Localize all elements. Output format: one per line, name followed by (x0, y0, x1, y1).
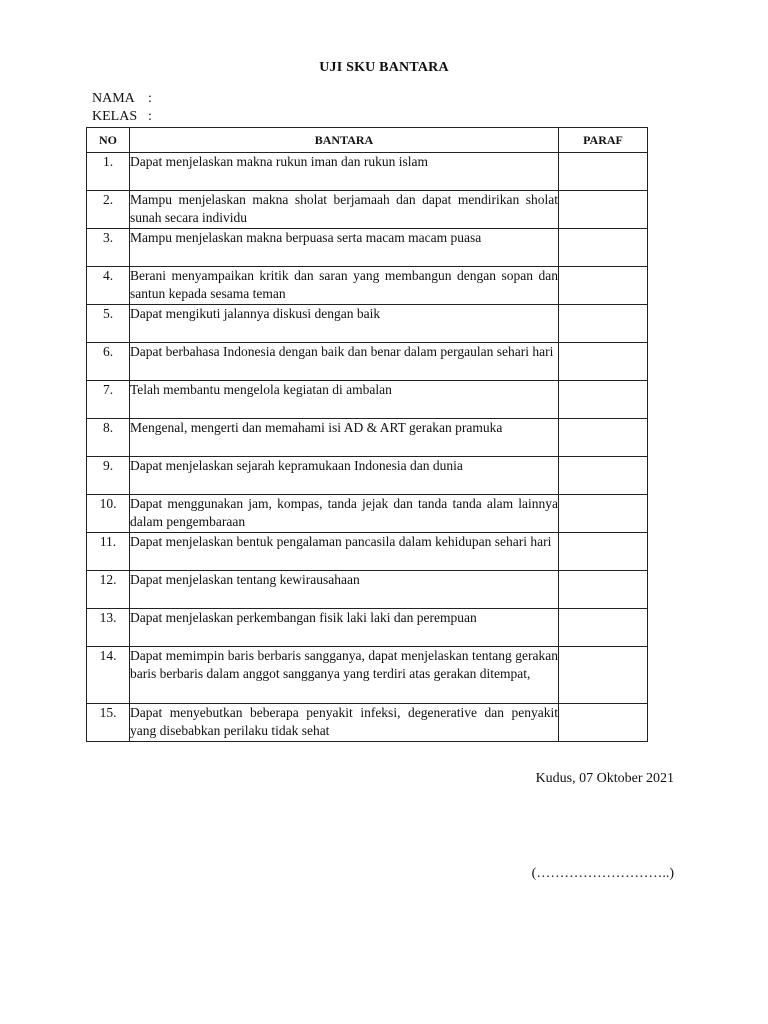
row-text: Dapat menjelaskan sejarah kepramukaan Indonesia dan dunia (130, 457, 559, 495)
sign-cell (559, 305, 648, 343)
row-number: 7. (87, 381, 130, 419)
row-text: Mampu menjelaskan makna berpuasa serta macam macam puasa (130, 229, 559, 267)
row-text: Dapat menggunakan jam, kompas, tanda jejak dan tanda tanda alam lainnya dalam pengembaraan (130, 495, 559, 533)
row-number: 9. (87, 457, 130, 495)
row-number: 4. (87, 267, 130, 305)
row-text: Dapat menjelaskan makna rukun iman dan rukun islam (130, 153, 559, 191)
table-row (87, 153, 648, 191)
sign-cell (559, 571, 648, 609)
row-number: 3. (87, 229, 130, 267)
row-text: Mengenal, mengerti dan memahami isi AD & ART gerakan pramuka (130, 419, 559, 457)
header-no: NO (87, 128, 130, 153)
sign-cell (559, 495, 648, 533)
row-text: Dapat mengikuti jalannya diskusi dengan baik (130, 305, 559, 343)
row-text: Dapat menjelaskan bentuk pengalaman pancasila dalam kehidupan sehari hari (130, 533, 559, 571)
sign-cell (559, 153, 648, 191)
header-sign: PARAF (559, 128, 648, 153)
row-number: 13. (87, 609, 130, 647)
class-field (92, 109, 152, 125)
row-text: Mampu menjelaskan makna sholat berjamaah dan dapat mendirikan sholat sunah secara individu (130, 191, 559, 229)
table-row (87, 647, 648, 704)
name-label: NAMA (92, 91, 135, 106)
table-row (87, 533, 648, 571)
place-date: Kudus, 07 Oktober 2021 (535, 771, 674, 786)
table-header-row (87, 128, 648, 153)
table-row (87, 229, 648, 267)
row-number: 6. (87, 343, 130, 381)
row-number: 10. (87, 495, 130, 533)
row-number: 14. (87, 647, 130, 704)
row-text: Dapat menyebutkan beberapa penyakit infeksi, degenerative dan penyakit yang disebabkan perilaku tidak sehat (130, 704, 559, 742)
table-row (87, 343, 648, 381)
table-row (87, 609, 648, 647)
table-row (87, 381, 648, 419)
sign-cell (559, 457, 648, 495)
row-number: 5. (87, 305, 130, 343)
row-number: 11. (87, 533, 130, 571)
header-item: BANTARA (130, 128, 559, 153)
sign-cell (559, 419, 648, 457)
table-row (87, 495, 648, 533)
table-row (87, 305, 648, 343)
row-text: Berani menyampaikan kritik dan saran yang membangun dengan sopan dan santun kepada sesama teman (130, 267, 559, 305)
sign-cell (559, 381, 648, 419)
signature-line: (………………………..) (531, 866, 674, 881)
sign-cell (559, 229, 648, 267)
class-label: KELAS (92, 109, 138, 124)
document-title: UJI SKU BANTARA (319, 60, 449, 75)
row-text: Dapat menjelaskan perkembangan fisik laki laki dan perempuan (130, 609, 559, 647)
row-number: 15. (87, 704, 130, 742)
row-text: Telah membantu mengelola kegiatan di ambalan (130, 381, 559, 419)
sign-cell (559, 267, 648, 305)
sign-cell (559, 647, 648, 704)
sign-cell (559, 343, 648, 381)
row-number: 1. (87, 153, 130, 191)
sign-cell (559, 191, 648, 229)
table-row (87, 191, 648, 229)
row-number: 8. (87, 419, 130, 457)
table-row (87, 704, 648, 742)
table-row (87, 419, 648, 457)
row-text: Dapat memimpin baris berbaris sangganya, dapat menjelaskan tentang gerakan baris berbaris dalam anggot sangganya yang terdiri atas gerakan ditempat, (130, 647, 559, 704)
sign-cell (559, 609, 648, 647)
class-separator: : (148, 109, 152, 124)
table-row (87, 457, 648, 495)
sign-cell (559, 533, 648, 571)
sign-cell (559, 704, 648, 742)
table-row (87, 571, 648, 609)
name-separator: : (148, 91, 152, 106)
row-number: 2. (87, 191, 130, 229)
row-text: Dapat menjelaskan tentang kewirausahaan (130, 571, 559, 609)
row-number: 12. (87, 571, 130, 609)
checklist-table (86, 127, 648, 742)
table-row (87, 267, 648, 305)
row-text: Dapat berbahasa Indonesia dengan baik dan benar dalam pergaulan sehari hari (130, 343, 559, 381)
name-field (92, 91, 152, 107)
